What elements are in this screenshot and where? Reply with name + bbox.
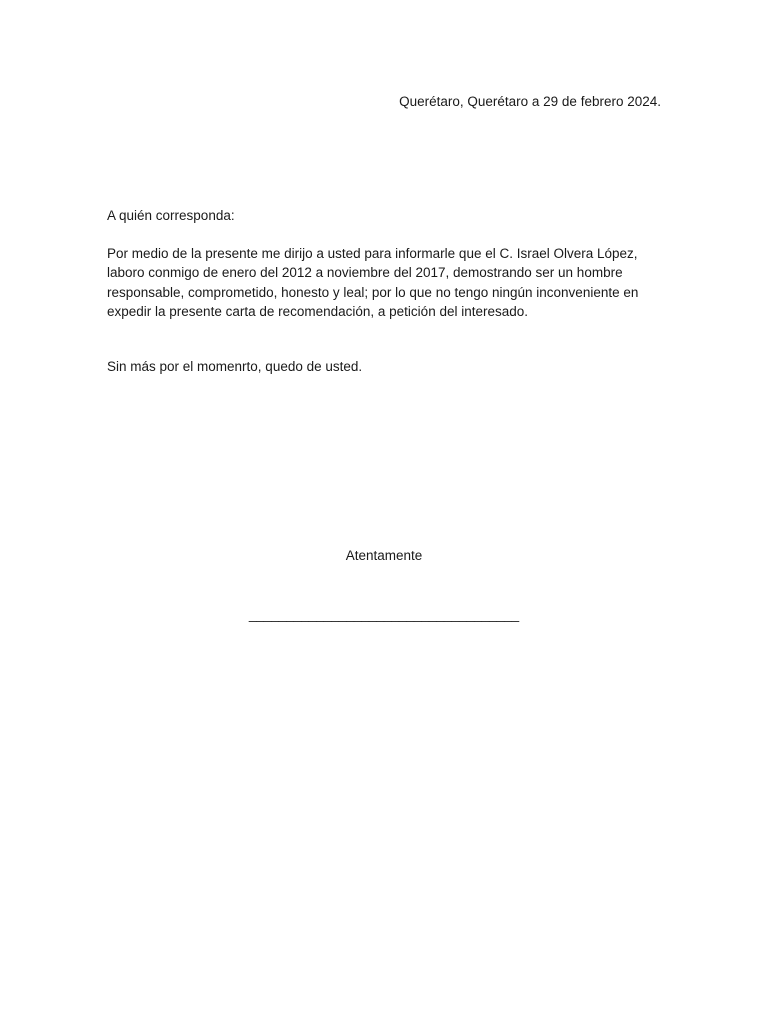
signature-line: ____________________________________: [248, 607, 520, 622]
date-line: Querétaro, Querétaro a 29 de febrero 2024.: [399, 94, 661, 109]
body-paragraph: [107, 244, 667, 321]
closing-line: Sin más por el momenrto, quedo de usted.: [107, 359, 363, 374]
body-line: Por medio de la presente me dirijo a usted para informarle que el C. Israel Olvera López,: [107, 246, 638, 261]
body-line: expedir la presente carta de recomendación, a petición del interesado.: [107, 303, 529, 319]
body-line: responsable, comprometido, honesto y leal; por lo que no tengo ningún inconveniente en: [107, 284, 639, 300]
body-line: laboro conmigo de enero del 2012 a noviembre del 2017, demostrando ser un hombre: [107, 265, 623, 281]
farewell: Atentamente: [345, 548, 423, 563]
salutation: A quién corresponda:: [107, 208, 235, 223]
